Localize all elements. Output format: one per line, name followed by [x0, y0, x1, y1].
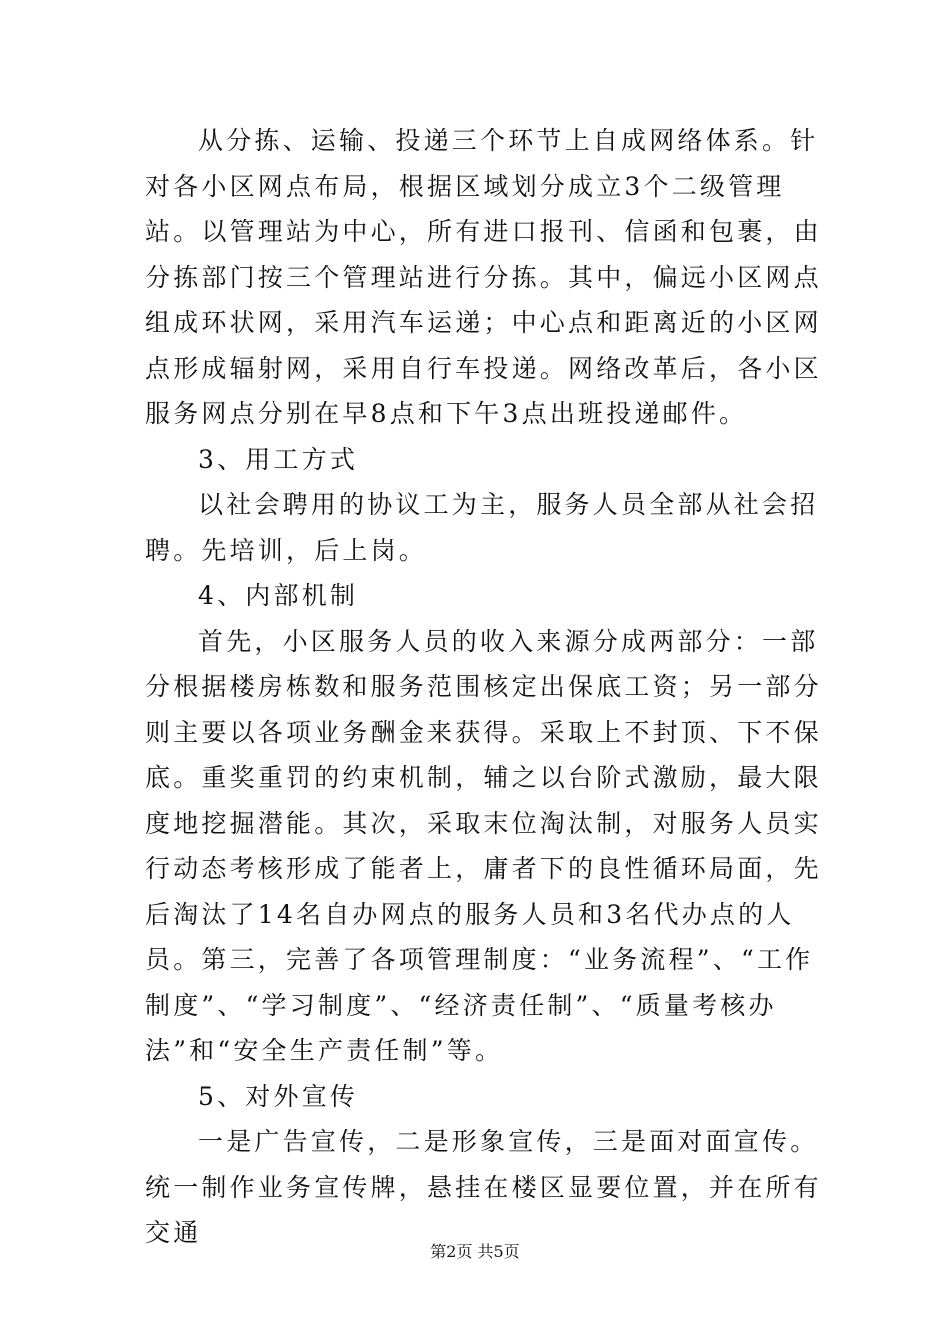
paragraph-internal-mechanism: 首先，小区服务人员的收入来源分成两部分：一部分根据楼房栋数和服务范围核定出保底工资；另一部分则主要以各项业务酬金来获得。采取上不封顶、下不保底。重奖重罚的约束机制，辅之以台阶式激励，最大限度地挖掘潜能。其次，采取末位淘汰制，对服务人员实行动态考核形成了能者上，庸者下的良性循环局面，先后淘汰了14名自办网点的服务人员和3名代办点的人员。第三，完善了各项管理制度：“业务流程”、“工作制度”、“学习制度”、“经济责任制”、“质量考核办法”和“安全生产责任制”等。 [145, 626, 822, 1065]
paragraph-publicity: 一是广告宣传，二是形象宣传，三是面对面宣传。统一制作业务宣传牌，悬挂在楼区显要位置，并在所有交通 [145, 1127, 822, 1247]
paragraph-employment: 以社会聘用的协议工为主，服务人员全部从社会招聘。先培训，后上岗。 [145, 490, 819, 565]
paragraph-network-system: 从分拣、运输、投递三个环节上自成网络体系。针对各小区网点布局，根据区域划分成立3个二级管理站。以管理站为中心，所有进口报刊、信函和包裹，由分拣部门按三个管理站进行分拣。其中，偏远小区网点组成环状网，采用汽车运递；中心点和距离近的小区网点形成辐射网，采用自行车投递。网络改革后，各小区服务网点分别在早8点和下午3点出班投递邮件。 [145, 126, 822, 428]
document-body [145, 118, 825, 1256]
section-heading-publicity: 5、对外宣传 [198, 1081, 359, 1111]
section-heading-internal-mechanism: 4、内部机制 [198, 581, 359, 610]
section-heading-employment: 3、用工方式 [198, 444, 359, 474]
page-footer: 第2页 共5页 [430, 1242, 520, 1261]
